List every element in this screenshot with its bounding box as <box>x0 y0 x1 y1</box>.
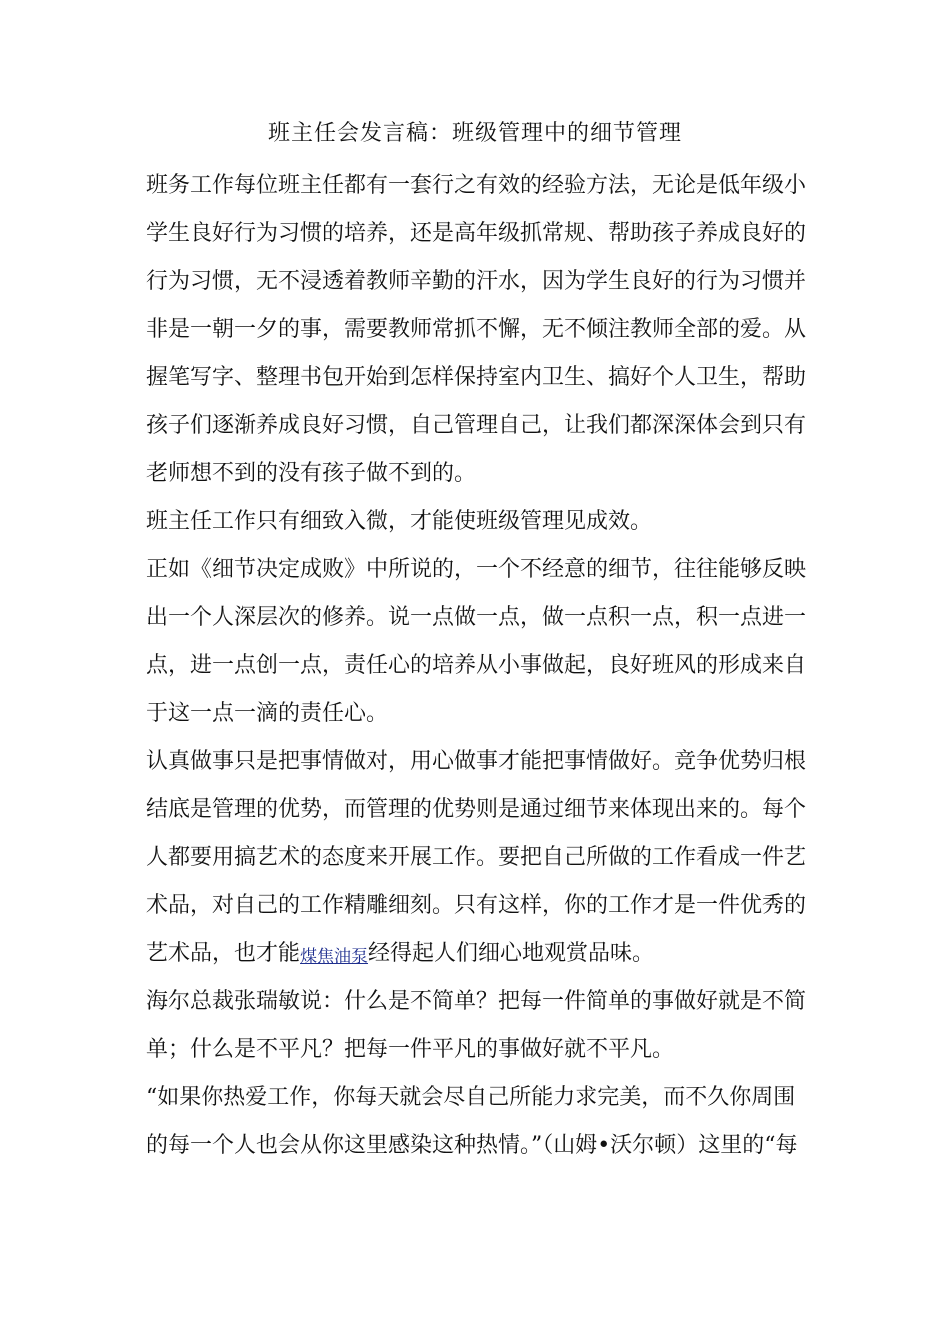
link-line-before: 艺术品，也才能 <box>146 941 301 966</box>
text-line: 结底是管理的优势，而管理的优势则是通过细节来体现出来的。每个 <box>146 797 807 822</box>
text-line: 行为习惯，无不浸透着教师辛勤的汗水，因为学生良好的行为习惯并 <box>146 269 807 294</box>
text-line: 海尔总裁张瑞敏说：什么是不简单？把每一件简单的事做好就是不简 <box>146 989 807 1014</box>
link-line-after: 经得起人们细心地观赏品味。 <box>368 941 655 966</box>
text-line: 正如《细节决定成败》中所说的，一个不经意的细节，往往能够反映 <box>146 557 807 582</box>
text-line: 学生良好行为习惯的培养，还是高年级抓常规、帮助孩子养成良好的 <box>146 221 807 246</box>
product-link[interactable]: 煤焦油泵 <box>300 947 369 967</box>
text-line: 班主任工作只有细致入微，才能使班级管理见成效。 <box>146 509 653 534</box>
text-line: 人都要用搞艺术的态度来开展工作。要把自己所做的工作看成一件艺 <box>146 845 807 870</box>
text-line: 单；什么是不平凡？把每一件平凡的事做好就不平凡。 <box>146 1037 675 1062</box>
document-body <box>146 162 812 1170</box>
text-line: 术品，对自己的工作精雕细刻。只有这样，你的工作才是一件优秀的 <box>146 893 807 918</box>
text-line: 于这一点一滴的责任心。 <box>146 701 389 726</box>
text-line: “如果你热爱工作，你每天就会尽自己所能力求完美，而不久你周围 <box>146 1085 796 1110</box>
text-line: 握笔写字、整理书包开始到怎样保持室内卫生、搞好个人卫生，帮助 <box>146 365 807 390</box>
text-line: 老师想不到的没有孩子做不到的。 <box>146 461 477 486</box>
page-title: 班主任会发言稿：班级管理中的细节管理 <box>267 121 682 146</box>
text-line: 孩子们逐渐养成良好习惯，自己管理自己，让我们都深深体会到只有 <box>146 413 807 438</box>
text-line: 认真做事只是把事情做对，用心做事才能把事情做好。竞争优势归根 <box>146 749 807 774</box>
text-line: 的每一个人也会从你这里感染这种热情。”（山姆•沃尔顿）这里的“每 <box>146 1133 798 1158</box>
text-line-with-link <box>146 930 812 978</box>
text-line: 非是一朝一夕的事，需要教师常抓不懈，无不倾注教师全部的爱。从 <box>146 317 807 342</box>
text-line: 班务工作每位班主任都有一套行之有效的经验方法，无论是低年级小 <box>146 173 807 198</box>
text-line: 出一个人深层次的修养。说一点做一点，做一点积一点，积一点进一 <box>146 605 807 630</box>
text-line: 点，进一点创一点，责任心的培养从小事做起，良好班风的形成来自 <box>146 653 807 678</box>
